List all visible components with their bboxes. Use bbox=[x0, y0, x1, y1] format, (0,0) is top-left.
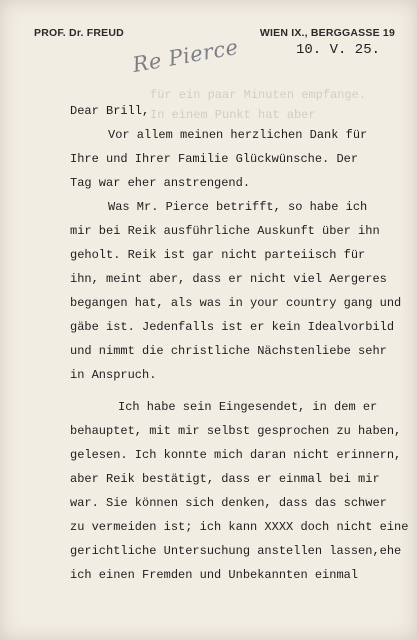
bleed-through-text: für ein paar Minuten empfange. bbox=[150, 88, 367, 102]
letter-line: gäbe ist. Jedenfalls ist er kein Idealvorbild bbox=[70, 320, 395, 334]
letter-line: mir bei Reik ausführliche Auskunft über ihn bbox=[70, 224, 380, 238]
letter-line: aber Reik bestätigt, dass er einmal bei mir bbox=[70, 472, 380, 486]
letter-line: in Anspruch. bbox=[70, 368, 157, 382]
letterhead-name: PROF. Dr. FREUD bbox=[34, 27, 124, 39]
letter-line: zu vermeiden ist; ich kann XXXX doch nicht eine bbox=[70, 520, 409, 534]
letter-line: gerichtliche Untersuchung anstellen lassen,ehe bbox=[70, 544, 402, 558]
letterhead-address: WIEN IX., BERGGASSE 19 bbox=[259, 27, 395, 39]
letter-line: gelesen. Ich konnte mich daran nicht erinnern, bbox=[70, 448, 402, 462]
letter-line: war. Sie können sich denken, dass das schwer bbox=[70, 496, 387, 510]
salutation: Dear Brill, bbox=[70, 104, 150, 118]
letter-line: und nimmt die christliche Nächstenliebe sehr bbox=[70, 344, 387, 358]
handwritten-annotation: Re Pierce bbox=[130, 34, 241, 78]
letter-line: geholt. Reik ist gar nicht parteiisch für bbox=[70, 248, 366, 262]
letter-date: 10. V. 25. bbox=[296, 42, 381, 58]
letter-line: Vor allem meinen herzlichen Dank für bbox=[108, 128, 368, 142]
letter-line: begangen hat, als was in your country gang und bbox=[70, 296, 402, 310]
letter-line: behauptet, mit mir selbst gesprochen zu haben, bbox=[70, 424, 402, 438]
letter-line: Ihre und Ihrer Familie Glückwünsche. Der bbox=[70, 152, 359, 166]
bleed-through-text: In einem Punkt hat aber bbox=[150, 108, 316, 122]
letter-line: Tag war eher anstrengend. bbox=[70, 176, 251, 190]
letter-line: Was Mr. Pierce betrifft, so habe ich bbox=[108, 200, 368, 214]
letter-line: ich einen Fremden und Unbekannten einmal bbox=[70, 568, 359, 582]
letter-line: ihn, meint aber, dass er nicht viel Aergeres bbox=[70, 272, 387, 286]
letter-line: Ich habe sein Eingesendet, in dem er bbox=[118, 400, 378, 414]
